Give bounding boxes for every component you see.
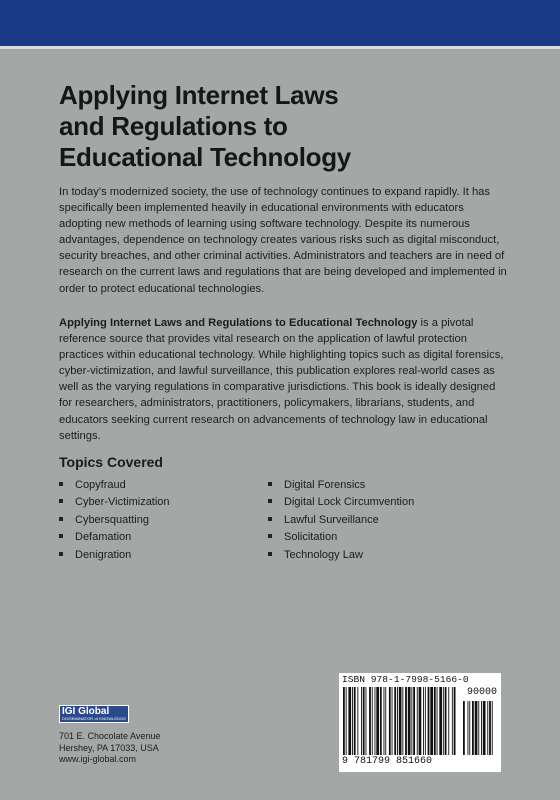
topic-label: Lawful Surveillance <box>284 513 379 526</box>
barcode-addon-bar <box>463 701 465 755</box>
barcode-bar <box>372 687 373 755</box>
barcode-bar <box>413 687 415 755</box>
topic-item <box>268 529 414 546</box>
barcode-bar <box>392 687 393 755</box>
topic-item <box>268 477 414 494</box>
barcode-bar <box>397 687 398 755</box>
barcode-bar <box>363 687 365 755</box>
topic-label: Digital Lock Circumvention <box>284 496 415 509</box>
description-paragraph-1: In today’s modernized society, the use of technology continues to expand rapidly. It has specifically been implemented heavily in educational environments with educators adopting new methods of learning using software technology. Despite its numerous advantages, dependence on technology creates various risks such as digital misconduct, security breaches, and other criminal activities. Administrators and teachers are in need of research on the current laws and regulations that are being developed and implemented in order to protect educational technologies. <box>59 186 507 295</box>
barcode-addon-bar <box>489 701 491 755</box>
bullet-icon <box>268 517 272 521</box>
topic-item <box>268 547 414 564</box>
topic-label: Cybersquatting <box>75 513 149 526</box>
address-line-website: www.igi-global.com <box>59 754 137 764</box>
barcode-bar <box>394 687 396 755</box>
book-title-line-1: Applying Internet Laws <box>59 80 339 110</box>
barcode-bar <box>428 687 430 755</box>
barcode-bar <box>437 687 438 755</box>
topic-item <box>59 477 170 494</box>
barcode-bar <box>419 687 422 755</box>
barcode-bar <box>376 687 379 755</box>
barcode-bar <box>357 687 358 755</box>
barcode-bar <box>399 687 402 755</box>
barcode-addon-bar <box>487 701 488 755</box>
topic-item <box>268 494 414 511</box>
barcode-bar <box>411 687 412 755</box>
top-band-edge <box>0 46 560 49</box>
publisher-address <box>59 731 160 766</box>
barcode-bar <box>346 687 347 755</box>
publisher-logo-tagline: DISSEMINATOR of KNOWLEDGE <box>62 716 127 721</box>
barcode-bar <box>402 687 403 755</box>
topic-item <box>59 494 170 511</box>
topics-list-right <box>268 477 414 564</box>
topic-label: Digital Forensics <box>284 479 366 491</box>
bullet-icon <box>59 499 63 503</box>
barcode-bar <box>361 687 362 755</box>
barcode-addon-bar <box>492 701 493 755</box>
price-code: 90000 <box>466 687 497 698</box>
bullet-icon <box>268 534 272 538</box>
barcode-bar <box>405 687 407 755</box>
bullet-icon <box>268 552 272 556</box>
barcode-bar <box>385 687 386 755</box>
barcode-bar <box>369 687 371 755</box>
topic-label: Defamation <box>75 531 132 544</box>
topic-item <box>59 512 170 529</box>
barcode-addon-bar <box>469 701 470 755</box>
topic-label: Denigration <box>75 548 132 561</box>
isbn-label: ISBN 978-1-7998-5166-0 <box>342 674 469 685</box>
barcode-bar <box>348 687 351 755</box>
isbn-barcode <box>339 673 501 772</box>
topic-label: Copyfraud <box>75 479 126 491</box>
bullet-icon <box>59 482 63 486</box>
barcode-bar <box>384 687 385 755</box>
barcode-bar <box>445 687 447 755</box>
barcode-bar <box>343 687 345 755</box>
address-line-street: 701 E. Chocolate Avenue <box>59 731 161 741</box>
barcode-bar <box>423 687 424 755</box>
barcode-bar <box>366 687 367 755</box>
publisher-logo <box>59 705 129 723</box>
barcode-bar <box>452 687 453 755</box>
barcode-bar <box>354 687 356 755</box>
barcode-bar <box>380 687 382 755</box>
barcode-addon-bar <box>483 701 486 755</box>
bullet-icon <box>59 552 63 556</box>
barcode-bar <box>375 687 376 755</box>
topic-item <box>59 547 170 564</box>
address-line-city: Hershey, PA 17033, USA <box>59 742 159 753</box>
barcode-bar <box>417 687 418 755</box>
barcode-addon-bar <box>478 701 479 755</box>
topic-item <box>59 529 170 546</box>
description-book-title-bold: Applying Internet Laws and Regulations to Educational Technology <box>59 317 418 329</box>
barcode-addon-bar <box>481 701 482 755</box>
bullet-icon <box>268 499 272 503</box>
barcode-bar <box>425 687 426 755</box>
barcode-bar <box>408 687 411 755</box>
barcode-addon-bar <box>472 701 474 755</box>
barcode-bar <box>352 687 353 755</box>
barcode-bar <box>454 687 456 755</box>
top-color-band <box>0 0 560 46</box>
book-title-line-3: Educational Technology <box>59 142 351 172</box>
ean-digits: 9 781799 851660 <box>342 756 433 767</box>
barcode-bar <box>443 687 444 755</box>
bullet-icon <box>268 482 272 486</box>
bullet-icon <box>59 534 63 538</box>
topic-label: Cyber-Victimization <box>75 496 170 509</box>
bullet-icon <box>59 517 63 521</box>
topics-heading: Topics Covered <box>59 454 163 470</box>
topic-label: Technology Law <box>284 548 363 561</box>
topic-label: Solicitation <box>284 531 338 544</box>
barcode-addon-bar <box>468 701 469 755</box>
barcode-bar <box>439 687 442 755</box>
topic-item <box>268 512 414 529</box>
topics-list-left <box>59 477 170 564</box>
book-title <box>59 80 499 173</box>
publisher-logo-text: IGI Global <box>62 706 110 717</box>
description-paragraph-2-text: is a pivotal reference source that provides vital research on the application of lawful protection practices within educational technology. While highlighting topics such as digital forensics, cyber-victimization, and lawful surveillance, this publication explores real-world cases as well as the varying regulations in comparative jurisdictions. This book is ideally designed for researchers, administrators, practitioners, policymakers, librarians, students, and educators seeking current research on advancements of technology law in educational settings. <box>59 317 504 442</box>
barcode-bar <box>389 687 391 755</box>
barcode-bar <box>448 687 449 755</box>
barcode-addon-bar <box>475 701 478 755</box>
barcode-bar <box>430 687 433 755</box>
barcode-bar <box>434 687 436 755</box>
description-paragraph-2 <box>59 315 507 444</box>
book-title-line-2: and Regulations to <box>59 111 288 141</box>
